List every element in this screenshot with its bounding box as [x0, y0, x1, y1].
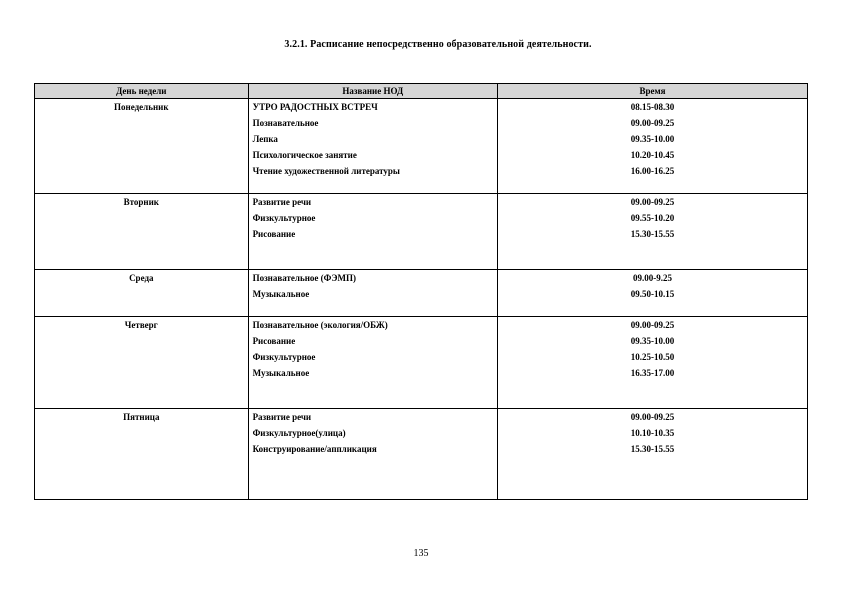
activity-cell	[248, 409, 498, 500]
day-cell	[35, 409, 249, 500]
table-row	[35, 194, 808, 270]
time-item: 15.30-15.55	[630, 444, 675, 454]
time-item: 16.00-16.25	[630, 166, 675, 176]
activity-item: Музыкальное	[252, 368, 310, 378]
activity-item: Познавательное	[252, 118, 319, 128]
time-item: 09.00-09.25	[630, 197, 675, 207]
time-item: 09.35-10.00	[630, 134, 675, 144]
day-cell	[35, 194, 249, 270]
activity-item: Музыкальное	[252, 289, 310, 299]
time-item: 10.25-10.50	[630, 352, 675, 362]
activity-item: Познавательное (экология/ОБЖ)	[252, 320, 388, 330]
activity-cell	[248, 270, 498, 317]
activity-item: Чтение художественной литературы	[252, 166, 400, 176]
activity-item: Конструирование/аппликация	[252, 444, 377, 454]
day-label: Пятница	[123, 412, 160, 422]
table-row	[35, 409, 808, 500]
activity-item: Физкультурное	[252, 213, 316, 223]
activity-item: Лепка	[252, 134, 278, 144]
time-item: 09.00-09.25	[630, 118, 675, 128]
time-item: 09.55-10.20	[630, 213, 675, 223]
header-activity: Название НОД	[248, 84, 498, 99]
time-cell	[498, 317, 808, 409]
activity-cell	[248, 99, 498, 194]
activity-item: Психологическое занятие	[252, 150, 357, 160]
activity-item: Рисование	[252, 229, 296, 239]
time-item: 10.20-10.45	[630, 150, 675, 160]
header-day: День недели	[35, 84, 249, 99]
time-cell	[498, 409, 808, 500]
time-cell	[498, 194, 808, 270]
day-cell	[35, 99, 249, 194]
day-label: Среда	[129, 273, 154, 283]
day-cell	[35, 270, 249, 317]
time-item: 10.10-10.35	[630, 428, 675, 438]
table-row	[35, 270, 808, 317]
activity-item: Развитие речи	[252, 412, 312, 422]
day-label: Понедельник	[114, 102, 169, 112]
activity-item: Физкультурное(улица)	[252, 428, 346, 438]
day-label: Четверг	[124, 320, 158, 330]
time-item: 09.50-10.15	[630, 289, 675, 299]
activity-cell	[248, 317, 498, 409]
activity-item: Познавательное (ФЭМП)	[252, 273, 356, 283]
time-item: 08.15-08.30	[630, 102, 675, 112]
activity-item: Развитие речи	[252, 197, 312, 207]
activity-item: Рисование	[252, 336, 296, 346]
page-title: 3.2.1. Расписание непосредственно образовательной деятельности.	[284, 39, 592, 50]
time-item: 09.35-10.00	[630, 336, 675, 346]
page-number: 135	[413, 548, 429, 559]
table-row	[35, 317, 808, 409]
time-cell	[498, 99, 808, 194]
time-item: 09.00-09.25	[630, 412, 675, 422]
time-cell	[498, 270, 808, 317]
time-item: 15.30-15.55	[630, 229, 675, 239]
time-item: 09.00-9.25	[633, 273, 673, 283]
day-label: Вторник	[123, 197, 159, 207]
schedule-table	[34, 83, 808, 500]
header-time: Время	[498, 84, 808, 99]
activity-item: УТРО РАДОСТНЫХ ВСТРЕЧ	[252, 102, 378, 112]
time-item: 16.35-17.00	[630, 368, 675, 378]
day-cell	[35, 317, 249, 409]
table-header-row	[35, 84, 808, 99]
activity-cell	[248, 194, 498, 270]
activity-item: Физкультурное	[252, 352, 316, 362]
table-row	[35, 99, 808, 194]
time-item: 09.00-09.25	[630, 320, 675, 330]
